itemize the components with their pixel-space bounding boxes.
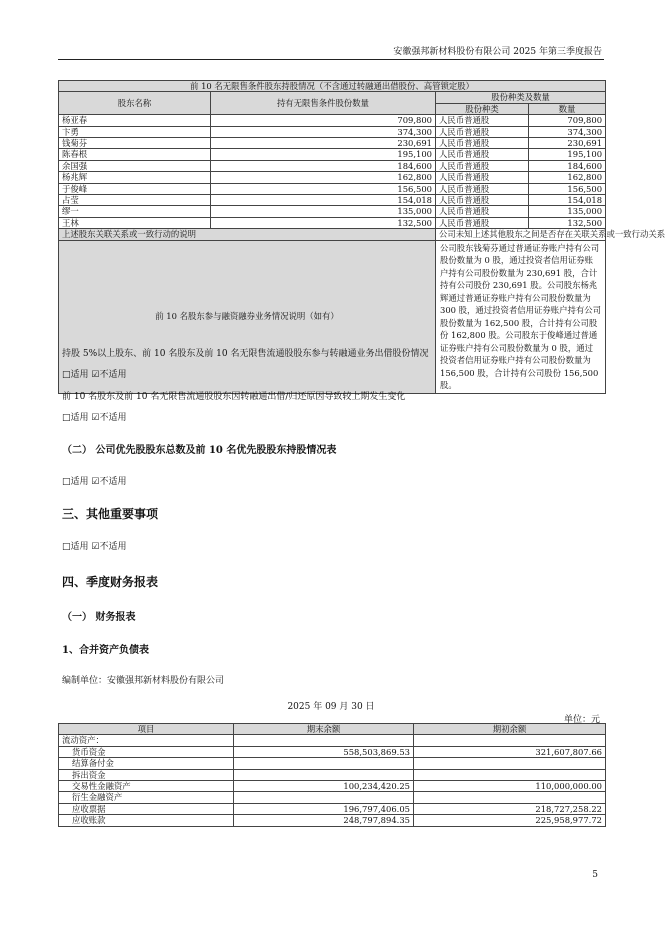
line-item: 衍生金融资产: [59, 792, 234, 803]
col-header-end: 期末余额: [234, 724, 414, 735]
share-class: 人民币普通股: [436, 160, 529, 171]
share-amount: 156,500: [529, 183, 606, 194]
table-row: [59, 217, 606, 228]
begin-balance: [414, 758, 606, 769]
share-amount: 230,691: [529, 138, 606, 149]
shares-held: 132,500: [211, 217, 436, 228]
table-row: [59, 735, 606, 746]
share-amount: 135,000: [529, 206, 606, 217]
table-row: [59, 115, 606, 126]
checkbox-apply[interactable]: □适用: [62, 370, 89, 380]
checkbox-apply[interactable]: □适用: [62, 542, 89, 552]
table-row: [59, 792, 606, 803]
section-financial-statements: 四、季度财务报表: [62, 575, 159, 589]
para-change: 前 10 名股东及前 10 名无限售流通股股东因转融通出借/归还原因导致较上期发生变化: [62, 392, 406, 402]
header-divider: [58, 59, 604, 60]
end-balance: [234, 792, 414, 803]
col-header-class-group: 股份种类及数量: [436, 92, 606, 103]
currency-unit: 单位：元: [563, 715, 600, 725]
share-class: 人民币普通股: [436, 138, 529, 149]
share-amount: 132,500: [529, 217, 606, 228]
section-financial-reports: （一） 财务报表: [62, 612, 136, 623]
para-lending: 持股 5%以上股东、前 10 名股东及前 10 名无限售流通股股东参与转融通业务出借股份情况: [62, 349, 429, 359]
line-item: 拆出资金: [59, 769, 234, 780]
begin-balance: [414, 769, 606, 780]
table-row: [59, 781, 606, 792]
shares-held: 195,100: [211, 149, 436, 160]
section-preferred-shares: （二） 公司优先股股东总数及前 10 名优先股股东持股情况表: [62, 445, 337, 456]
checkbox-apply[interactable]: □适用: [62, 413, 89, 423]
share-class: 人民币普通股: [436, 115, 529, 126]
begin-balance: 218,727,258.22: [414, 803, 606, 814]
shares-held: 374,300: [211, 126, 436, 137]
margin-label: 前 10 名股东参与融资融券业务情况说明（如有）: [59, 240, 436, 393]
page-number: 5: [592, 870, 598, 880]
share-class: 人民币普通股: [436, 195, 529, 206]
end-balance: 100,234,420.25: [234, 781, 414, 792]
table-row: [59, 149, 606, 160]
share-class: 人民币普通股: [436, 183, 529, 194]
relation-label: 上述股东关联关系或一致行动的说明: [59, 229, 436, 240]
table-row: [59, 746, 606, 757]
begin-balance: 321,607,807.66: [414, 746, 606, 757]
checkbox-not-apply[interactable]: ☑不适用: [91, 413, 127, 423]
end-balance: 558,503,869.53: [234, 746, 414, 757]
table-row: [59, 126, 606, 137]
shareholder-name: 余国强: [59, 160, 211, 171]
shareholder-name: 卞勇: [59, 126, 211, 137]
relation-text: 公司未知上述其他股东之间是否存在关联关系或一致行动关系: [436, 229, 606, 240]
checkbox-not-apply[interactable]: ☑不适用: [91, 370, 127, 380]
checkbox-not-apply[interactable]: ☑不适用: [91, 542, 127, 552]
share-class: 人民币普通股: [436, 217, 529, 228]
shareholder-name: 杨亚春: [59, 115, 211, 126]
margin-text: 公司股东钱菊芬通过普通证券账户持有公司股份数量为 0 股，通过投资者信用证券账户持有公司股份数量为 230,691 股，合计持有公司股份 230,691 股。公司股东杨兆辉通过普通证券账户持有公司股份数量为 300 股，通过投资者信用证券账户持有公司股份数量为 162,500 股，合计持有公司股份 162,800 股。公司股东于俊峰通过普通证券账户持有公司股份数量为 0 股，通过投资者信用证券账户持有公司股份数量为 156,500 股，合计持有公司股份 156,500 股。: [436, 240, 606, 393]
shares-held: 184,600: [211, 160, 436, 171]
shares-held: 230,691: [211, 138, 436, 149]
line-item: 交易性金融资产: [59, 781, 234, 792]
table-row: [59, 206, 606, 217]
share-class: 人民币普通股: [436, 206, 529, 217]
line-item: 结算备付金: [59, 758, 234, 769]
report-header: 安徽强邦新材料股份有限公司 2025 年第三季度报告: [393, 47, 602, 57]
table-row: [59, 815, 606, 826]
end-balance: [234, 758, 414, 769]
share-amount: 195,100: [529, 149, 606, 160]
begin-balance: 225,958,977.72: [414, 815, 606, 826]
option-row-4: [62, 539, 126, 552]
end-balance: 196,797,406.05: [234, 803, 414, 814]
table-row: [59, 160, 606, 171]
line-item: 流动资产：: [59, 735, 234, 746]
report-date: 2025 年 09 月 30 日: [287, 702, 375, 712]
begin-balance: [414, 792, 606, 803]
line-item: 应收票据: [59, 803, 234, 814]
end-balance: [234, 769, 414, 780]
share-class: 人民币普通股: [436, 172, 529, 183]
line-item: 货币资金: [59, 746, 234, 757]
table-row: [59, 138, 606, 149]
share-class: 人民币普通股: [436, 126, 529, 137]
end-balance: [234, 735, 414, 746]
shareholder-name: 杨兆辉: [59, 172, 211, 183]
option-row-2: [62, 410, 126, 423]
balance-sheet-table: [58, 723, 606, 827]
compiler-unit: 编制单位：安徽强邦新材料股份有限公司: [62, 676, 225, 686]
col-header-begin: 期初余额: [414, 724, 606, 735]
table-row: [59, 195, 606, 206]
table-row: [59, 172, 606, 183]
end-balance: 248,797,894.35: [234, 815, 414, 826]
col-header-class: 股份种类: [436, 103, 529, 114]
shareholder-name: 占莹: [59, 195, 211, 206]
table-row: [59, 758, 606, 769]
checkbox-apply[interactable]: □适用: [62, 477, 89, 487]
shareholder-name: 钱菊芬: [59, 138, 211, 149]
share-amount: 709,800: [529, 115, 606, 126]
shares-held: 156,500: [211, 183, 436, 194]
col-header-amount: 数量: [529, 103, 606, 114]
share-amount: 154,018: [529, 195, 606, 206]
table-row: [59, 769, 606, 780]
begin-balance: 110,000,000.00: [414, 781, 606, 792]
share-amount: 162,800: [529, 172, 606, 183]
table-caption: 前 10 名无限售条件股东持股情况（不含通过转融通出借股份、高管锁定股）: [59, 81, 606, 92]
shares-held: 709,800: [211, 115, 436, 126]
checkbox-not-apply[interactable]: ☑不适用: [91, 477, 127, 487]
line-item: 应收账款: [59, 815, 234, 826]
shares-held: 135,000: [211, 206, 436, 217]
option-row-1: [62, 367, 126, 380]
table-row: [59, 803, 606, 814]
share-class: 人民币普通股: [436, 149, 529, 160]
section-balance-sheet: 1、合并资产负债表: [62, 645, 149, 656]
option-row-3: [62, 474, 126, 487]
begin-balance: [414, 735, 606, 746]
table-row: [59, 183, 606, 194]
section-other-matters: 三、其他重要事项: [62, 507, 159, 521]
shareholder-name: 王林: [59, 217, 211, 228]
share-amount: 374,300: [529, 126, 606, 137]
shares-held: 162,800: [211, 172, 436, 183]
shareholder-name: 缪一: [59, 206, 211, 217]
shareholder-name: 陈春根: [59, 149, 211, 160]
col-header-name: 股东名称: [59, 92, 211, 115]
share-amount: 184,600: [529, 160, 606, 171]
col-header-item: 项目: [59, 724, 234, 735]
col-header-qty: 持有无限售条件股份数量: [211, 92, 436, 115]
shares-held: 154,018: [211, 195, 436, 206]
shareholder-name: 于俊峰: [59, 183, 211, 194]
